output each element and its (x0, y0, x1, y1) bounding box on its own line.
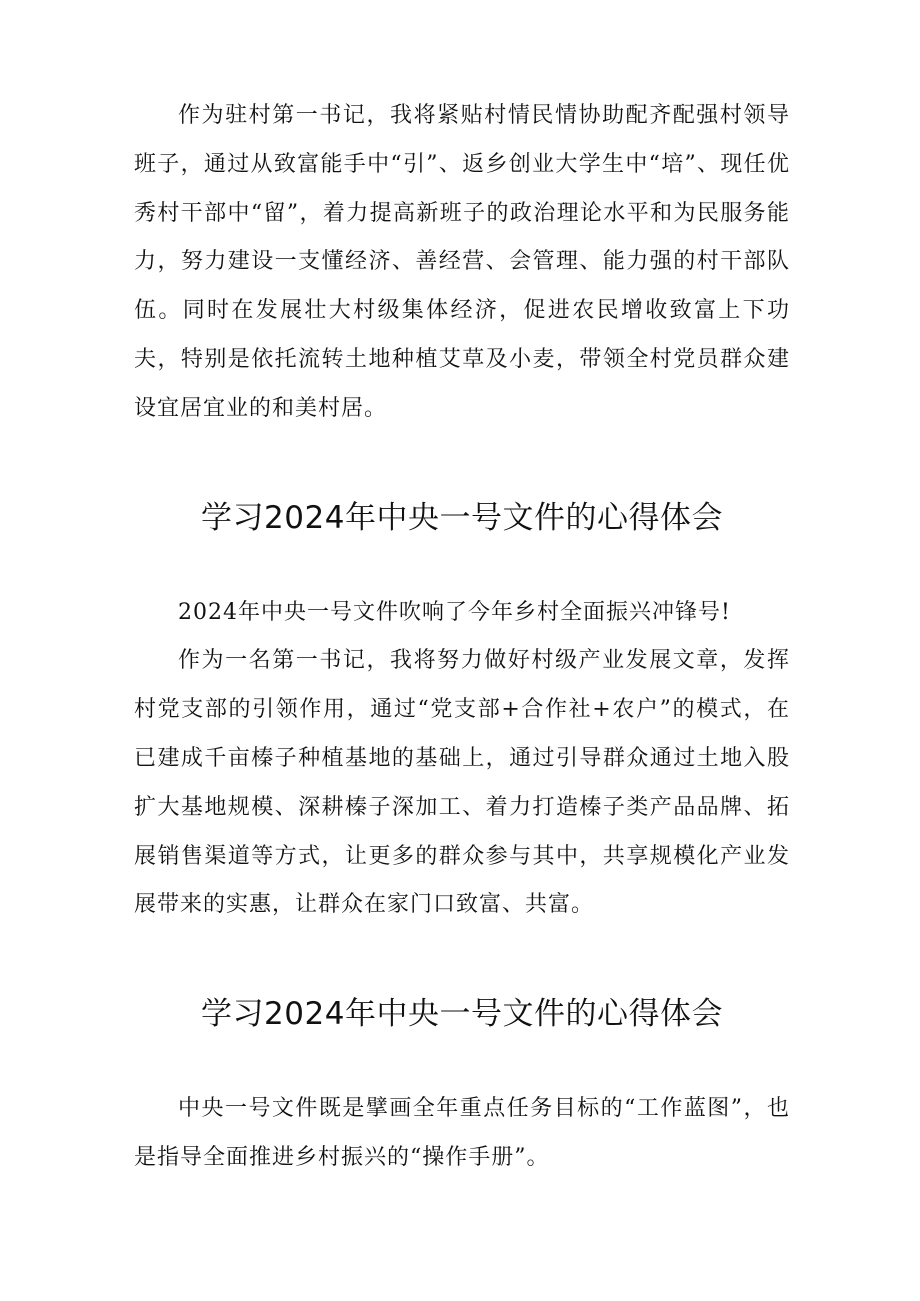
paragraph: 中央一号文件既是擘画全年重点任务目标的“工作蓝图”，也是指导全面推进乡村振兴的“操作手册”。 (134, 1096, 790, 1170)
section-3 (134, 1085, 790, 1183)
document-page (134, 92, 790, 1183)
paragraph: 作为驻村第一书记，我将紧贴村情民情协助配齐配强村领导班子，通过从致富能手中“引”、返乡创业大学生中“培”、现任优秀村干部中“留”，着力提高新班子的政治理论水平和为民服务能力，努力建设一支懂经济、善经营、会管理、能力强的村干部队伍。同时在发展壮大村级集体经济，促进农民增收致富上下功夫，特别是依托流转土地种植艾草及小麦，带领全村党员群众建设宜居宜业的和美村居。 (134, 103, 790, 421)
section-heading: 学习2024年中央一号文件的心得体会 (201, 499, 723, 536)
paragraph: 2024年中央一号文件吹响了今年乡村全面振兴冲锋号! (178, 599, 731, 625)
paragraph: 作为一名第一书记，我将努力做好村级产业发展文章，发挥村党支部的引领作用，通过“党支部+合作社+农户”的模式，在已建成千亩榛子种植基地的基础上，通过引导群众通过土地入股扩大基地规模、深耕榛子深加工、着力打造榛子类产品品牌、拓展销售渠道等方式，让更多的群众参与其中，共享规模化产业发展带来的实惠，让群众在家门口致富、共富。 (134, 648, 790, 918)
section-1 (134, 92, 790, 434)
section-heading: 学习2024年中央一号文件的心得体会 (201, 996, 723, 1033)
section-2 (134, 589, 790, 931)
